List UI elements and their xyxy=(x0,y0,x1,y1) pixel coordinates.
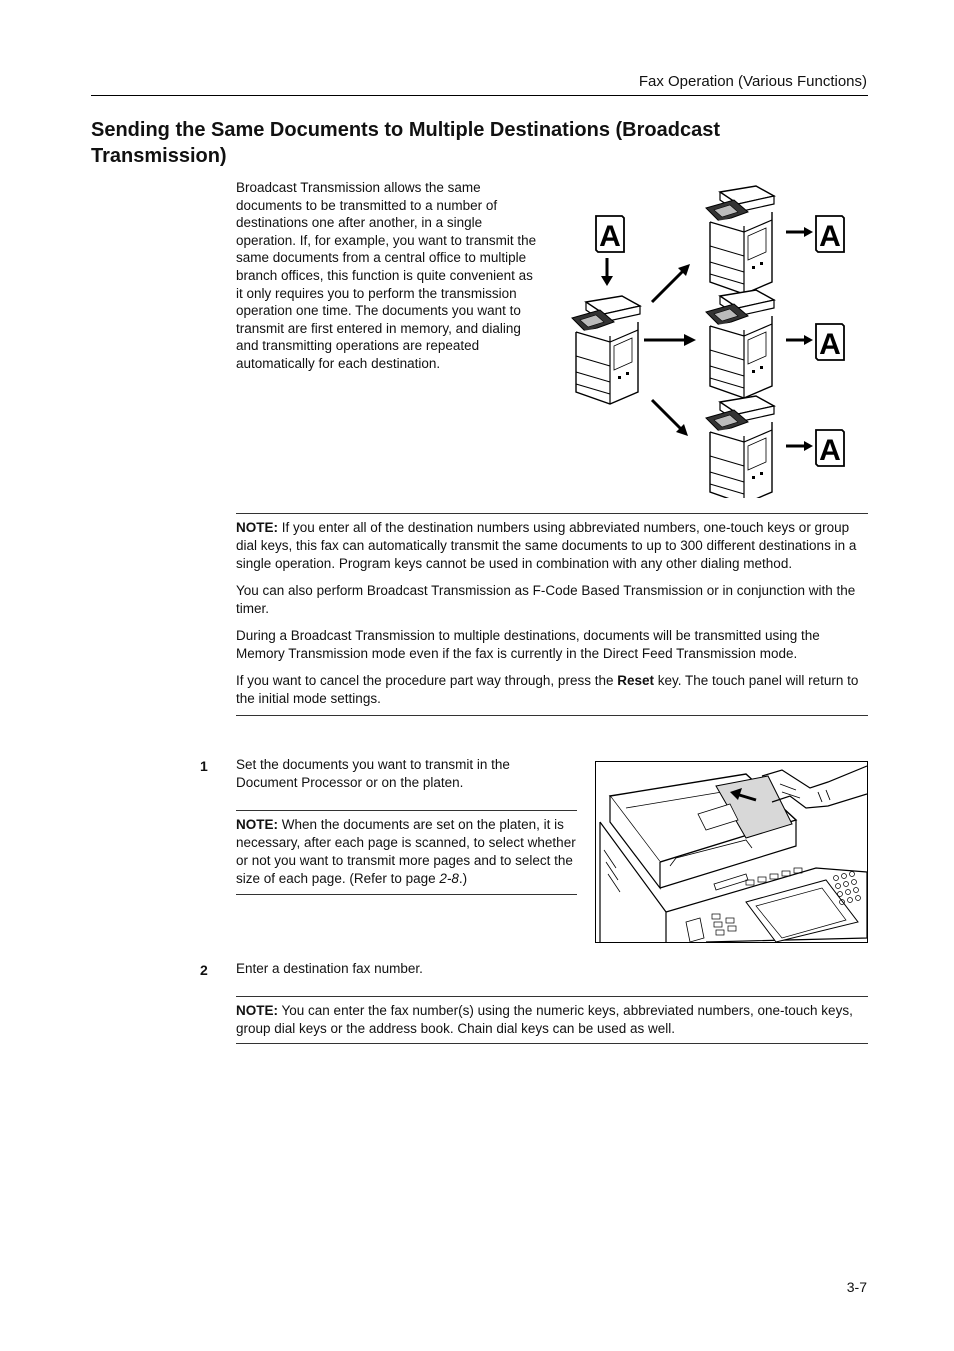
note-text: If you enter all of the destination numbers using abbreviated numbers, one-touch keys or group dial keys, this fax can automatically transmit the same documents to up to 300 different destinations in a single operation. Program keys cannot be used in combination with any other dialing method. xyxy=(236,520,857,571)
running-header: Fax Operation (Various Functions) xyxy=(638,73,867,90)
received-document-2 xyxy=(816,324,844,361)
note-text: You can enter the fax number(s) using the numeric keys, abbreviated numbers, one-touch keys, group dial keys or the address book. Chain dial keys can be used as well. xyxy=(236,1003,853,1036)
received-document-1 xyxy=(816,216,844,253)
note-text: key. The touch panel will return to the initial mode settings. xyxy=(236,673,859,706)
intro-paragraph: Broadcast Transmission allows the same documents to be transmitted to a number of destinations one after another, in a single operation. If, for example, you want to transmit the same documents from a central office to multiple branch offices, this function is quite convenient as it only requires you to perform the transmission operation one time. The documents you want to transmit are first entered in memory, and dialing and transmitting operations are repeated automatically for each destination. xyxy=(236,180,537,371)
note-text: .) xyxy=(458,871,468,886)
note-broadcast xyxy=(236,513,868,716)
note-fax-number xyxy=(236,996,868,1044)
note-platen xyxy=(236,810,577,895)
header-rule xyxy=(91,95,868,96)
step-text: Enter a destination fax number. xyxy=(236,961,423,976)
received-document-3 xyxy=(816,430,844,467)
note-text: If you want to cancel the procedure part way through, press the xyxy=(236,673,618,688)
original-document xyxy=(596,216,624,253)
receiving-fax-machine-3 xyxy=(706,396,774,498)
note-label: NOTE: xyxy=(236,520,278,535)
placing-documents-drawing xyxy=(596,762,867,942)
broadcast-illustration: A xyxy=(560,180,860,498)
page-number: 3-7 xyxy=(846,1279,867,1295)
note-paragraph: You can also perform Broadcast Transmission as F-Code Based Transmission or in conjunction with the timer. xyxy=(236,583,856,616)
note-paragraph: During a Broadcast Transmission to multiple destinations, documents will be transmitted using the Memory Transmission mode even if the fax is currently in the Direct Feed Transmission mode. xyxy=(236,628,820,661)
note-label: NOTE: xyxy=(236,817,278,832)
receiving-fax-machine-1 xyxy=(706,186,774,294)
document-processor-illustration xyxy=(595,761,868,943)
sending-fax-machine xyxy=(572,296,640,404)
step-number: 1 xyxy=(200,758,208,774)
note-label: NOTE: xyxy=(236,1003,278,1018)
reset-key-label: Reset xyxy=(617,673,654,688)
page-reference: 2-8 xyxy=(439,871,459,886)
step-text: Set the documents you want to transmit in the Document Processor or on the platen. xyxy=(236,757,510,790)
step-number: 2 xyxy=(200,962,208,978)
note-text: When the documents are set on the platen, it is necessary, after each page is scanned, to select whether or not you want to transmit more pages and to select the size of each page. (Refer to page xyxy=(236,817,576,886)
section-title: Sending the Same Documents to Multiple Destinations (Broadcast Transmission) xyxy=(91,119,720,167)
receiving-fax-machine-2 xyxy=(706,290,774,398)
